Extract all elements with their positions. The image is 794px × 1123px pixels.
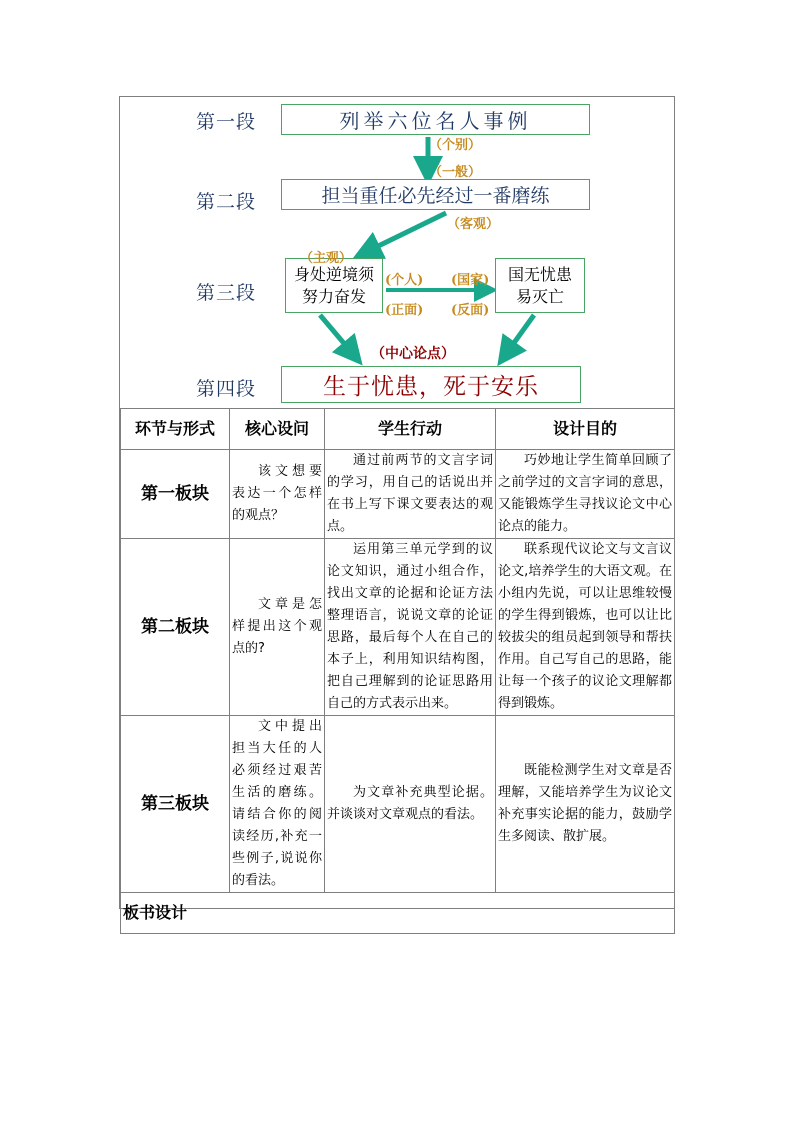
note-objective: （客观） — [447, 217, 500, 232]
header-stage: 环节与形式 — [121, 409, 230, 450]
segment-3-left-box: 身处逆境须努力奋发 — [285, 258, 383, 313]
board-design-label: 板书设计 — [121, 893, 675, 934]
table-row — [121, 450, 675, 539]
note-subjective: （主观） — [300, 251, 353, 266]
action-cell — [325, 450, 496, 539]
segment-4-label: 第四段 — [196, 378, 257, 400]
question-cell — [230, 450, 325, 539]
question-cell — [230, 539, 325, 716]
action-cell — [325, 716, 496, 893]
segment-1-box: 列举六位名人事例 — [281, 104, 590, 135]
segment-2-label: 第二段 — [196, 191, 257, 213]
structure-diagram — [120, 97, 674, 408]
note-positive: (正面) — [385, 303, 424, 318]
arrow-seg3right-to-thesis — [506, 315, 534, 354]
header-purpose: 设计目的 — [496, 409, 675, 450]
action-text: 通过前两节的文言字词的学习，用自己的话说出并在书上写下课文要表达的观点。 — [327, 453, 493, 534]
purpose-text: 巧妙地让学生简单回顾了之前学过的文言字词的意思，又能锻炼学生寻找议论文中心论点的能力。 — [498, 453, 672, 534]
purpose-text: 既能检测学生对文章是否理解，又能培养学生为议论文补充事实论据的能力，鼓励学生多阅读、散扩展。 — [498, 763, 672, 844]
note-general: （一般） — [429, 165, 482, 180]
question-text: 文章是怎样提出这个观点的? — [232, 597, 322, 656]
header-question: 核心设问 — [230, 409, 325, 450]
stage-cell: 第一板块 — [121, 450, 230, 539]
segment-3-label: 第三段 — [196, 282, 257, 304]
action-text: 运用第三单元学到的议论文知识，通过小组合作，找出文章的论据和论证方法整理语言，说说文章的论证思路，最后每个人在自己的本子上，利用知识结构图，把自己理解到的论证思路用自己的方式表示出来。 — [327, 542, 493, 711]
purpose-text: 联系现代议论文与文言议论文,培养学生的大语文观。在小组内先说，可以让思维较慢的学生得到锻炼，也可以让比较拔尖的组员起到领导和帮扶作用。自己写自己的思路，能让每一个孩子的议论文理解都得到锻炼。 — [498, 542, 672, 711]
arrow-seg2-to-seg3 — [366, 213, 446, 252]
note-nation: (国家) — [451, 273, 490, 288]
question-cell — [230, 716, 325, 893]
lesson-table — [120, 408, 675, 934]
board-design-row — [121, 893, 675, 934]
arrow-seg3left-to-thesis — [320, 315, 353, 354]
purpose-cell — [496, 539, 675, 716]
segment-3-right-box: 国无忧患易灭亡 — [495, 258, 585, 313]
segment-2-box: 担当重任必先经过一番磨练 — [281, 179, 590, 210]
table-row — [121, 716, 675, 893]
question-text: 该文想要表达一个怎样的观点？ — [232, 464, 322, 523]
header-action: 学生行动 — [325, 409, 496, 450]
thesis-box: 生于忧患，死于安乐 — [281, 366, 581, 403]
stage-cell: 第二板块 — [121, 539, 230, 716]
action-text: 为文章补充典型论据。并谈谈对文章观点的看法。 — [327, 785, 493, 822]
table-row — [121, 539, 675, 716]
purpose-cell — [496, 450, 675, 539]
note-negative: (反面) — [451, 303, 490, 318]
action-cell — [325, 539, 496, 716]
segment-1-label: 第一段 — [196, 111, 257, 133]
stage-cell: 第三板块 — [121, 716, 230, 893]
note-central-argument: （中心论点） — [371, 346, 455, 362]
table-header-row — [121, 409, 675, 450]
note-personal: (个人) — [385, 273, 424, 288]
purpose-cell — [496, 716, 675, 893]
question-text: 文中提出担当大任的人必须经过艰苦生活的磨练。请结合你的阅读经历,补充一些例子,说说你的看法。 — [232, 719, 322, 888]
note-individual: （个别） — [429, 138, 482, 153]
lesson-plan-sheet — [119, 96, 675, 922]
